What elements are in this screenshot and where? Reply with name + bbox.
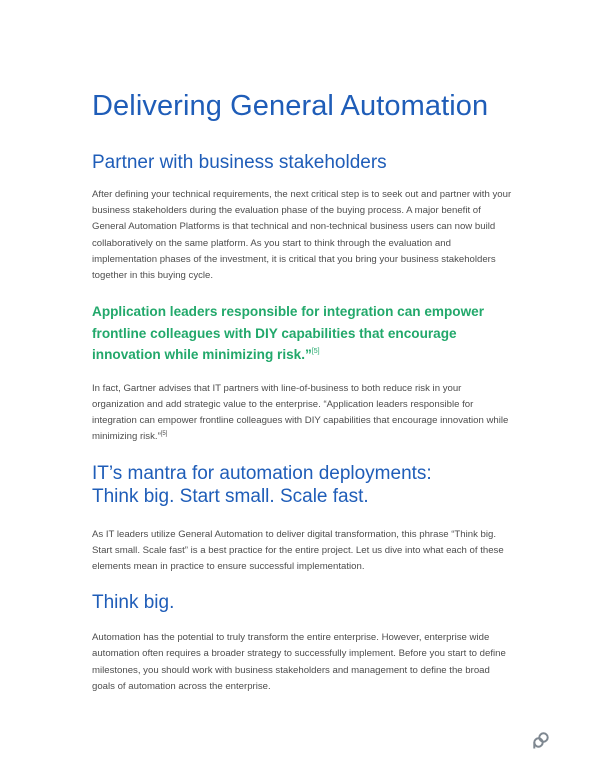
paragraph-think-big: Automation has the potential to truly transform the entire enterprise. However, enterprise wide automation often requires a broader strategy to successfully implement. Before you start to define milestones, you should work with business stakeholders and management to define the broad goals of automation across the enterprise. [92,632,506,692]
page-title: Delivering General Automation [92,90,489,122]
pull-quote-reference: [5] [311,348,320,356]
brand-logo-icon [532,731,550,749]
page-content [92,88,512,695]
paragraph-gartner-text: In fact, Gartner advises that IT partners with line-of-business to both reduce risk in your organization and add strategic value to the enterprise. “Application leaders responsible for integration can empower frontline colleagues with DIY capabilities that encourage innovation while minimizing risk.” [92,382,509,443]
section-heading-mantra [92,462,512,508]
paragraph-partner: After defining your technical requirements, the next critical step is to seek out and partner with your business stakeholders during the evaluation phase of the buying process. A major benefit of General Automation Platforms is that technical and non-technical business users can now build collaboratively on the same platform. As you start to think through the evaluation and implementation phases of the investment, it is critical that you bring your business stakeholders together in this buying cycle. [92,189,512,282]
mantra-heading-line1: IT’s mantra for automation deployments: [92,462,432,484]
mantra-heading-line2: Think big. Start small. Scale fast. [92,485,369,507]
pull-quote [92,301,512,366]
gartner-reference: [5] [160,431,168,438]
paragraph-mantra: As IT leaders utilize General Automation to deliver digital transformation, this phrase “Think big. Start small. Scale fast” is a best practice for the entire project. Let us dive into what each of these elements mean in practice to ensure successful implementation. [92,528,504,572]
paragraph-gartner [92,381,512,446]
pull-quote-text: Application leaders responsible for integration can empower frontline colleagues with DIY capabilities that encourage innovation while minimizing risk.” [92,304,485,363]
section-heading-think-big: Think big. [92,592,175,614]
section-heading-partner: Partner with business stakeholders [92,152,387,173]
